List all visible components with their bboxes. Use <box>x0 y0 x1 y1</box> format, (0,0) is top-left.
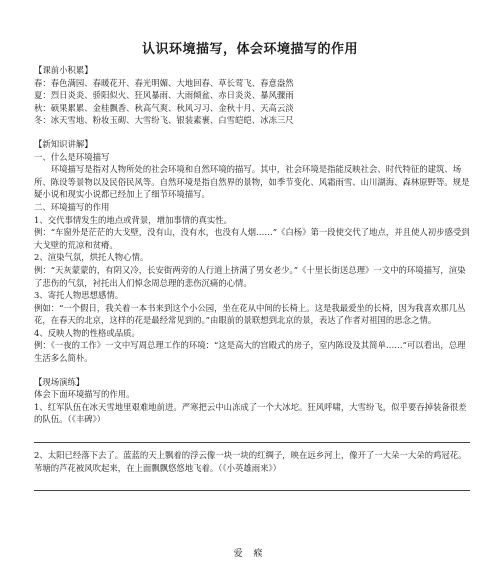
function-item-1-head: 1、交代事情发生的地点或背景，增加事情的真实性。 <box>34 214 232 225</box>
function-item-4-head: 4、反映人物的性格或品质。 <box>34 327 140 338</box>
function-item-3-head: 3、寄托人物思想感情。 <box>34 290 124 301</box>
practice-question-2: 2、太阳已经落下去了。蓝蓝的天上飘着的浮云像一块一块的红绸子，映在远乡河上，像开了一大朵一大朵的鸡冠花。苇塘的芦花被风吹起来，在上面飘飘悠悠地飞着。（《小英雄雨来》） <box>34 450 467 473</box>
section-heading-new-knowledge: 【新知识讲解】 <box>34 138 93 149</box>
function-item-4-example: 例：《一夜的工作》一文中写周总理工作的环境：“这是高大的宫殿式的房子，室内陈设及其简单……”可以看出，总理生活多么简朴。 <box>34 340 466 364</box>
section-heading-accumulation: 【课前小积累】 <box>34 65 93 75</box>
function-item-1-example: 例：“车窗外是茫茫的大戈壁，没有山，没有水，也没有人烟……”《白杨》第一段使交代了地点，并且使人初步感受到大戈壁的荒凉和贫瘠。 <box>34 227 470 250</box>
answer-line-2[interactable] <box>34 490 470 491</box>
function-item-2-head: 2、渲染气氛，烘托人物心情。 <box>34 252 149 263</box>
idiom-line-winter: 冬：冰天雪地、粉妆玉砌、大雪纷飞、银装素裹、白雪皑皑、冰冻三尺 <box>34 115 294 126</box>
function-item-3-example: 例如：“一个假日，我关着一本书来到这个小公园，坐在花从中间的长椅上。这是我最爱坐的长椅，因为我喜欢那几丛花，在春天的北京，这样的花是最经常见到的。”由眼前的景联想到北京的景，表达了作者对祖国的思念之情。 <box>34 302 466 326</box>
idiom-line-spring: 春：春色满园、春暖花开、春光明媚、大地回春、草长莺飞、春意盎然 <box>34 77 294 88</box>
document-title: 认识环境描写，体会环境描写的作用 <box>141 42 358 57</box>
definition-paragraph: 环境描写是指对人物所处的社会环境和自然环境的描写。其中，社会环境是指能反映社会、时代特征的建筑、场所、陈设等景物以及民俗民风等。自然环境是指自然界的景物，如季节变化、风霜雨雪、山川湖海、森林原野等。规是疑小说和现实小说都已经加上了细节环境描写。 <box>34 164 470 200</box>
idiom-line-summer: 夏：烈日炎炎、骄阳似火、狂风暴雨、大雨倾盆、赤日炎炎、暴风骤雨 <box>34 90 294 101</box>
function-item-2-example: 例：“天灰蒙蒙的，有阴又冷，长安街两旁的人行道上挤满了男女老少。”《十里长街送总理》一文中的环境描写，渲染了悲伤的气氛，衬托出人们悼念周总理的悲伤沉痛的心情。 <box>34 264 466 288</box>
idiom-line-autumn: 秋：硕果累累、金桂飘香、秋高气爽、秋风习习、金秋十月、天高云淡 <box>34 102 294 113</box>
subheading-function: 二、环境描写的作用 <box>34 201 110 212</box>
section-heading-practice: 【现场演练】 <box>34 376 85 387</box>
subheading-what-is: 一、什么是环境描写 <box>34 151 110 162</box>
page-footer: 爱 瘊 <box>233 549 267 559</box>
practice-intro: 体会下面环境描写的作用。 <box>34 389 135 400</box>
document-body <box>34 64 470 491</box>
practice-question-1: 1、红军队伍在冰天雪地里艰难地前进。严寒把云中山冻成了一个大冰坨。狂风呼啸，大雪纷飞，似乎要吞掉装备很差的队伍。（《丰碑》） <box>34 401 467 425</box>
